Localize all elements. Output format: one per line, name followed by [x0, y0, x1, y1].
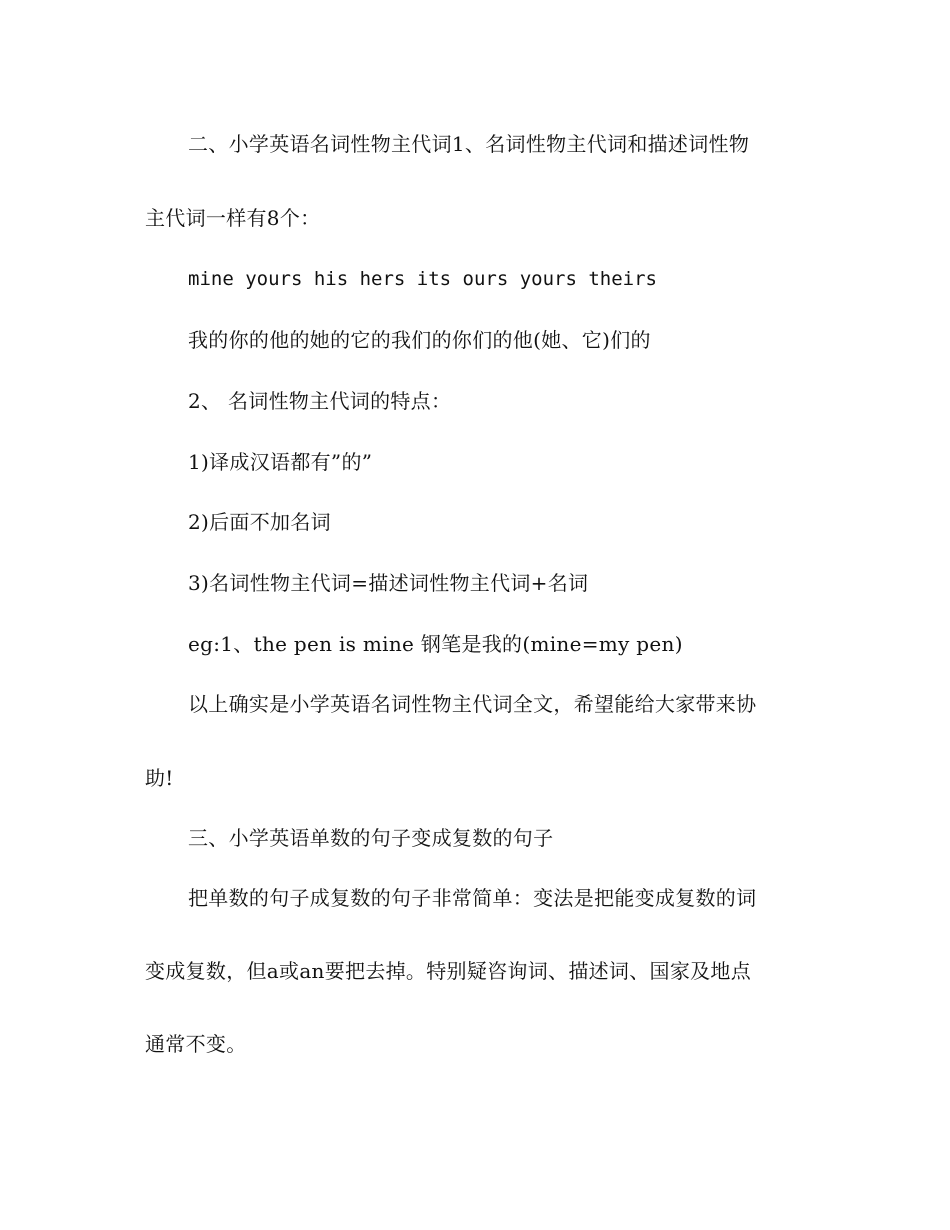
pronoun-translation-line: 我的你的他的她的它的我们的你们的他(她、它)们的 — [188, 328, 651, 352]
plural-rule-line-3: 通常不变。 — [145, 1032, 247, 1056]
feature-heading-line: 2、 名词性物主代词的特点： — [188, 389, 452, 413]
plural-rule-line-2: 变成复数，但a或an要把去掉。特别疑咨询词、描述词、国家及地点 — [145, 959, 752, 983]
paragraph-line-2: 主代词一样有8个： — [145, 206, 321, 230]
summary-line-2: 助! — [145, 766, 174, 790]
feature-item-1: 1)译成汉语都有”的” — [188, 450, 373, 474]
section-three-heading: 三、小学英语单数的句子变成复数的句子 — [188, 826, 554, 850]
pronoun-list-line: mine yours his hers its ours yours theirs — [188, 268, 657, 290]
summary-line-1: 以上确实是小学英语名词性物主代词全文，希望能给大家带来协 — [188, 692, 757, 716]
paragraph-line-1: 二、小学英语名词性物主代词1、名词性物主代词和描述词性物 — [188, 132, 750, 156]
example-line: eg:1、the pen is mine 钢笔是我的(mine=my pen) — [188, 632, 683, 656]
feature-item-2: 2)后面不加名词 — [188, 510, 331, 534]
plural-rule-line-1: 把单数的句子成复数的句子非常简单：变法是把能变成复数的词 — [188, 886, 757, 910]
feature-item-3: 3)名词性物主代词=描述词性物主代词+名词 — [188, 571, 589, 595]
